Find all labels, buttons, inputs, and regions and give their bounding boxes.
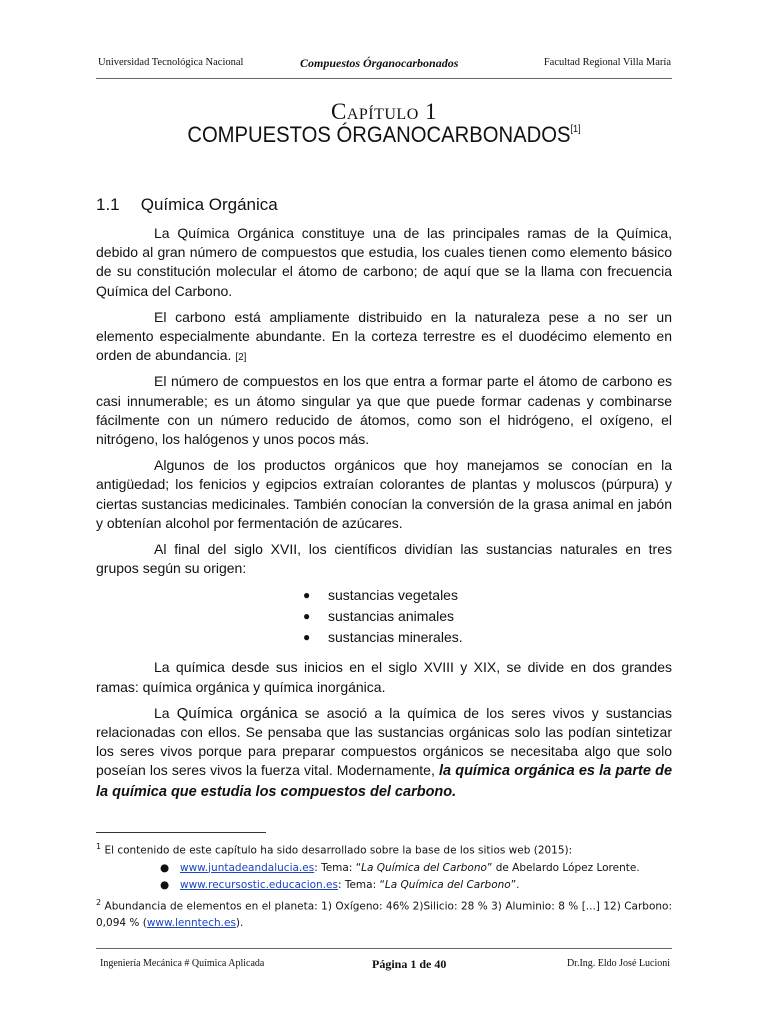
page-footer	[100, 958, 670, 976]
link-juntadeandalucia[interactable]: www.juntadeandalucia.es	[180, 861, 315, 874]
paragraph-7: La Química orgánica se asoció a la química de los seres vivos y sustancias relacionadas con ellos. Se pensaba que las sustancias orgánicas solo las podían sintetizar los seres vivos porque para preparar compuestos orgánicos se necesitaba algo que solo poseían los seres vivos la fuerza vital. Modernamente, la química orgánica es la parte de la química que estudia los compuestos del carbono.	[96, 704, 673, 800]
link-recursostic[interactable]: www.recursostic.educacion.es	[180, 878, 338, 891]
bullet-icon: ●	[160, 861, 170, 874]
footer-author: Dr.Ing. Eldo José Lucioni	[566, 958, 670, 969]
footnote-2-mark: 2	[96, 897, 102, 907]
footer-course: Ingeniería Mecánica # Química Aplicada	[100, 958, 265, 969]
paragraph-6: La química desde sus inicios en el siglo XVIII y XIX, se divide en dos grandes ramas: química orgánica y química inorgánica.	[96, 659, 672, 695]
body-text	[96, 224, 672, 809]
footnote-1-item: ● www.recursostic.educacion.es: Tema: “La Química del Carbono”.	[96, 877, 672, 894]
page-number: Página 1 de 40	[372, 957, 447, 971]
paragraph-2-text: El carbono está ampliamente distribuido en la naturaleza pese a no ser un elemento especialmente abundante. En la corteza terrestre es el duodécimo elemento en orden de abundancia.	[96, 308, 672, 364]
list-item: ● sustancias vegetales	[96, 585, 672, 606]
header-document-title: Compuestos Órganocarbonados	[300, 56, 459, 70]
header-divider	[96, 78, 672, 79]
chapter-reference: [1]	[570, 124, 581, 135]
paragraph-1: La Química Orgánica constituye una de las principales ramas de la Química, debido al gran número de compuestos que estudia, los cuales tienen como elemento básico de su constitución molecular el átomo de carbono; de aquí que se la llama con frecuencia Química del Carbono.	[96, 225, 672, 299]
footer-divider	[96, 948, 672, 949]
footnotes	[96, 838, 672, 932]
list-item: ● sustancias minerales.	[96, 627, 672, 648]
paragraph-5: Al final del siglo XVII, los científicos dividían las sustancias naturales en tres grupos según su origen:	[96, 541, 672, 577]
bullet-icon: ●	[303, 609, 311, 624]
paragraph-3: El número de compuestos en los que entra a formar parte el átomo de carbono es casi innumerable; es un átomo singular ya que que puede formar cadenas y combinarse fácilmente con un número reducido de átomos, como son el hidrógeno, el oxígeno, el nitrógeno, los halógenos y unos pocos más.	[96, 373, 672, 448]
footnote-1-item: ● www.juntadeandalucia.es: Tema: “La Química del Carbono” de Abelardo López Lorente.	[96, 860, 672, 877]
list-item: ● sustancias animales	[96, 606, 672, 627]
chapter-title-text: COMPUESTOS ÓRGANOCARBONADOS	[187, 122, 571, 147]
paragraph-2	[96, 308, 672, 366]
footnote-1-mark: 1	[96, 842, 102, 851]
section-heading	[96, 195, 278, 215]
section-title: Química Orgánica	[140, 195, 278, 214]
footnote-divider	[96, 832, 266, 833]
bullet-icon: ●	[303, 630, 311, 645]
chapter-title	[31, 122, 738, 148]
bullet-icon: ●	[160, 878, 170, 891]
page-header	[98, 57, 671, 77]
bullet-icon: ●	[303, 588, 311, 603]
link-lenntech[interactable]: www.lenntech.es	[146, 917, 236, 929]
header-university: Universidad Tecnológica Nacional	[98, 57, 244, 68]
paragraph-4: Algunos de los productos orgánicos que hoy manejamos se conocían en la antigüedad; los fenicios y egipcios extraían colorantes de plantas y moluscos (púrpura) y ciertas sustancias medicinales. También conocían la conversión de la grasa animal en jabón y obtenían alcohol por fermentación de azúcares.	[96, 457, 672, 531]
definition-highlight: la química orgánica es la parte de la química que estudia los compuestos del carbono.	[96, 763, 673, 800]
section-number: 1.1	[96, 195, 120, 214]
emphasis-organic-chemistry: Química orgánica	[176, 704, 298, 722]
footnote-1: $^1$ El contenido de este capítulo ha sido desarrollado sobre la base de los sitios web (2015):	[96, 842, 573, 857]
paragraph-2-reference: [2]	[235, 352, 247, 364]
footnote-2: $^2$ Abundancia de elementos en el planeta: 1) Oxígeno: 46% 2)Silicio: 28 % 3) Aluminio: 8 % [...] 12) Carbono: 0,094 % (www.lenntech.es).	[96, 897, 672, 929]
chapter-label: Capítulo 1	[330, 99, 438, 124]
origin-list	[96, 585, 672, 648]
header-faculty: Facultad Regional Villa María	[543, 57, 671, 68]
